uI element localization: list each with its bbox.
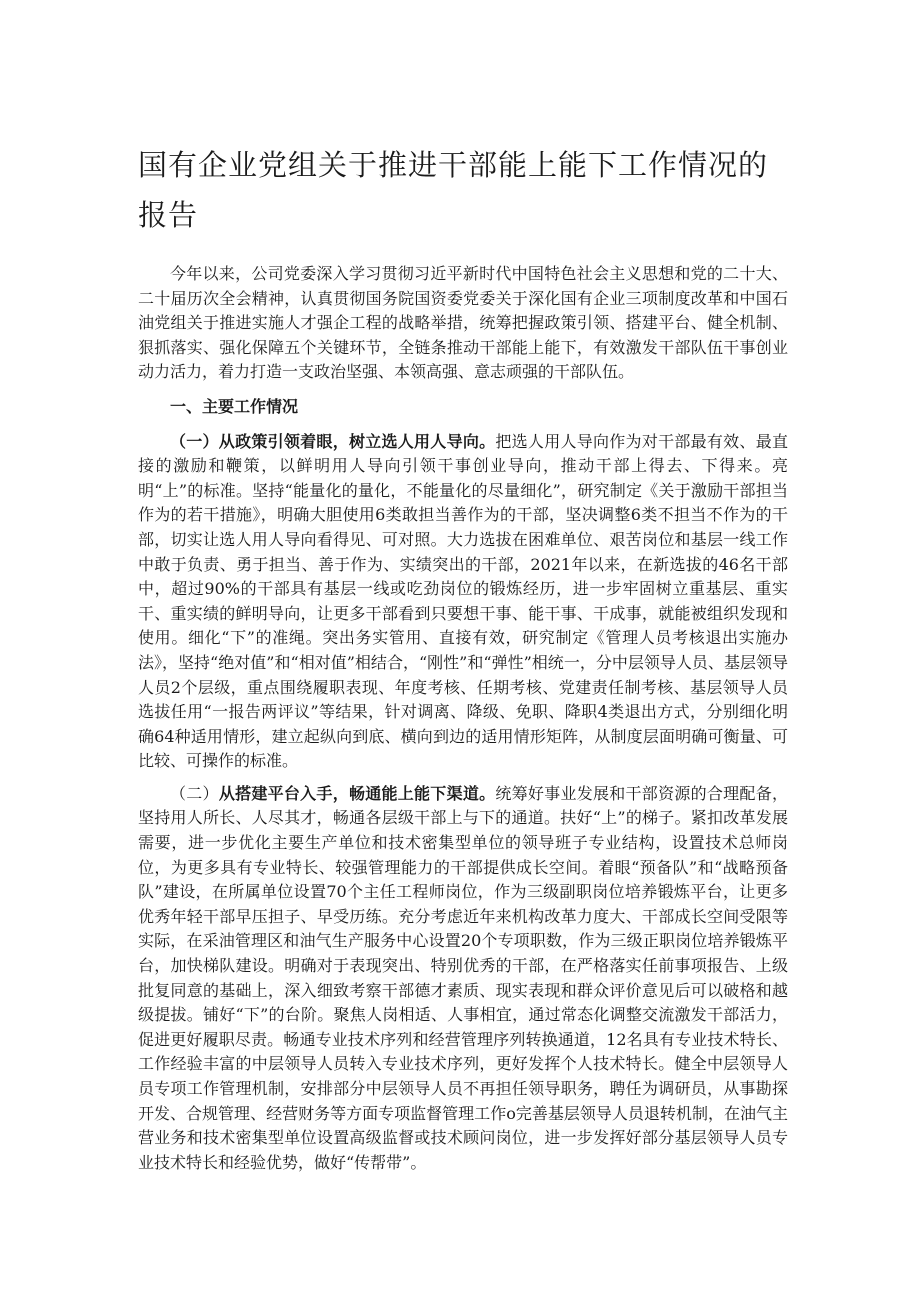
document-page: [138, 140, 788, 1175]
subsection-1-lead: （一）从政策引领着眼，树立选人用人导向。: [170, 431, 496, 451]
document-title: 国有企业党组关于推进干部能上能下工作情况的报告: [138, 148, 769, 232]
subsection-2-paragraph: [138, 782, 788, 1176]
intro-paragraph: 今年以来，公司党委深入学习贯彻习近平新时代中国特色社会主义思想和党的二十大、二十届历次全会精神，认真贯彻国务院国资委党委关于深化国有企业三项制度改革和中国石油党组关于推进实施人才强企工程的战略举措，统筹把握政策引领、搭建平台、健全机制、狠抓落实、强化保障五个关键环节，全链条推动干部能上能下，有效激发干部队伍干事创业动力活力，着力打造一支政治坚强、本领高强、意志顽强的干部队伍。: [138, 264, 788, 382]
subsection-2-text: 统筹好事业发展和干部资源的合理配备，坚持用人所长、人尽其才，畅通各层级干部上与下的通道。扶好“上”的梯子。紧扣改革发展需要，进一步优化主要生产单位和技术密集型单位的领导班子专业结构，设置技术总师岗位，为更多具有专业特长、较强管理能力的干部提供成长空间。着眼“预备队”和“战略预备队”建设，在所属单位设置70个主任工程师岗位，作为三级副职岗位培养锻炼平台，让更多优秀年轻干部早压担子、早受历练。充分考虑近年来机构改革力度大、干部成长空间受限等实际，在采油管理区和油气生产服务中心设置20个专项职数，作为三级正职岗位培养锻炼平台，加快梯队建设。明确对于表现突出、特别优秀的干部，在严格落实任前事项报告、上级批复同意的基础上，深入细致考察干部德才素质、现实表现和群众评价意见后可以破格和越级提拔。铺好“下”的台阶。聚焦人岗相适、人事相宜，通过常态化调整交流激发干部活力，促进更好履职尽责。畅通专业技术序列和经营管理序列转换通道，12名具有专业技术特长、工作经验丰富的中层领导人员转入专业技术序列，更好发挥个人技术特长。健全中层领导人员专项工作管理机制，安排部分中层领导人员不再担任领导职务，聘任为调研员，从事勘探开发、合规管理、经营财务等方面专项监督管理工作o完善基层领导人员退转机制，在油气主营业务和技术密集型单位设置高级监督或技术顾问岗位，进一步发挥好部分基层领导人员专业技术特长和经验优势，做好“传帮带”。: [138, 783, 788, 1172]
section-heading-main-work: 一、主要工作情况: [170, 396, 299, 416]
document-body: [138, 262, 788, 1175]
subsection-2-number: （二）: [170, 783, 219, 803]
subsection-2-lead: 从搭建平台入手，畅通能上能下渠道。: [218, 783, 496, 803]
subsection-1-text: 把选人用人导向作为对干部最有效、最直接的激励和鞭策，以鲜明用人导向引领干事创业导向，推动干部上得去、下得来。亮明“上”的标准。坚持“能量化的量化，不能量化的尽量细化”，研究制定《关于激励干部担当作为的若干措施》，明确大胆使用6类敢担当善作为的干部，坚决调整6类不担当不作为的干部，切实让选人用人导向看得见、可对照。大力选拔在困难单位、艰苦岗位和基层一线工作中敢于负责、勇于担当、善于作为、实绩突出的干部，2021年以来，在新选拔的46名干部中，超过90%的干部具有基层一线或吃劲岗位的锻炼经历，进一步牢固树立重基层、重实干、重实绩的鲜明导向，让更多干部看到只要想干事、能干事、干成事，就能被组织发现和使用。细化“下”的准绳。突出务实管用、直接有效，研究制定《管理人员考核退出实施办法》，坚持“绝对值”和“相对值”相结合，“刚性”和“弹性”相统一，分中层领导人员、基层领导人员2个层级，重点围绕履职表现、年度考核、任期考核、党建责任制考核、基层领导人员选拔任用“一报告两评议”等结果，针对调离、降级、免职、降职4类退出方式，分别细化明确64种适用情形，建立起纵向到底、横向到边的适用情形矩阵，从制度层面明确可衡量、可比较、可操作的标准。: [138, 431, 788, 771]
subsection-1-paragraph: [138, 430, 788, 774]
